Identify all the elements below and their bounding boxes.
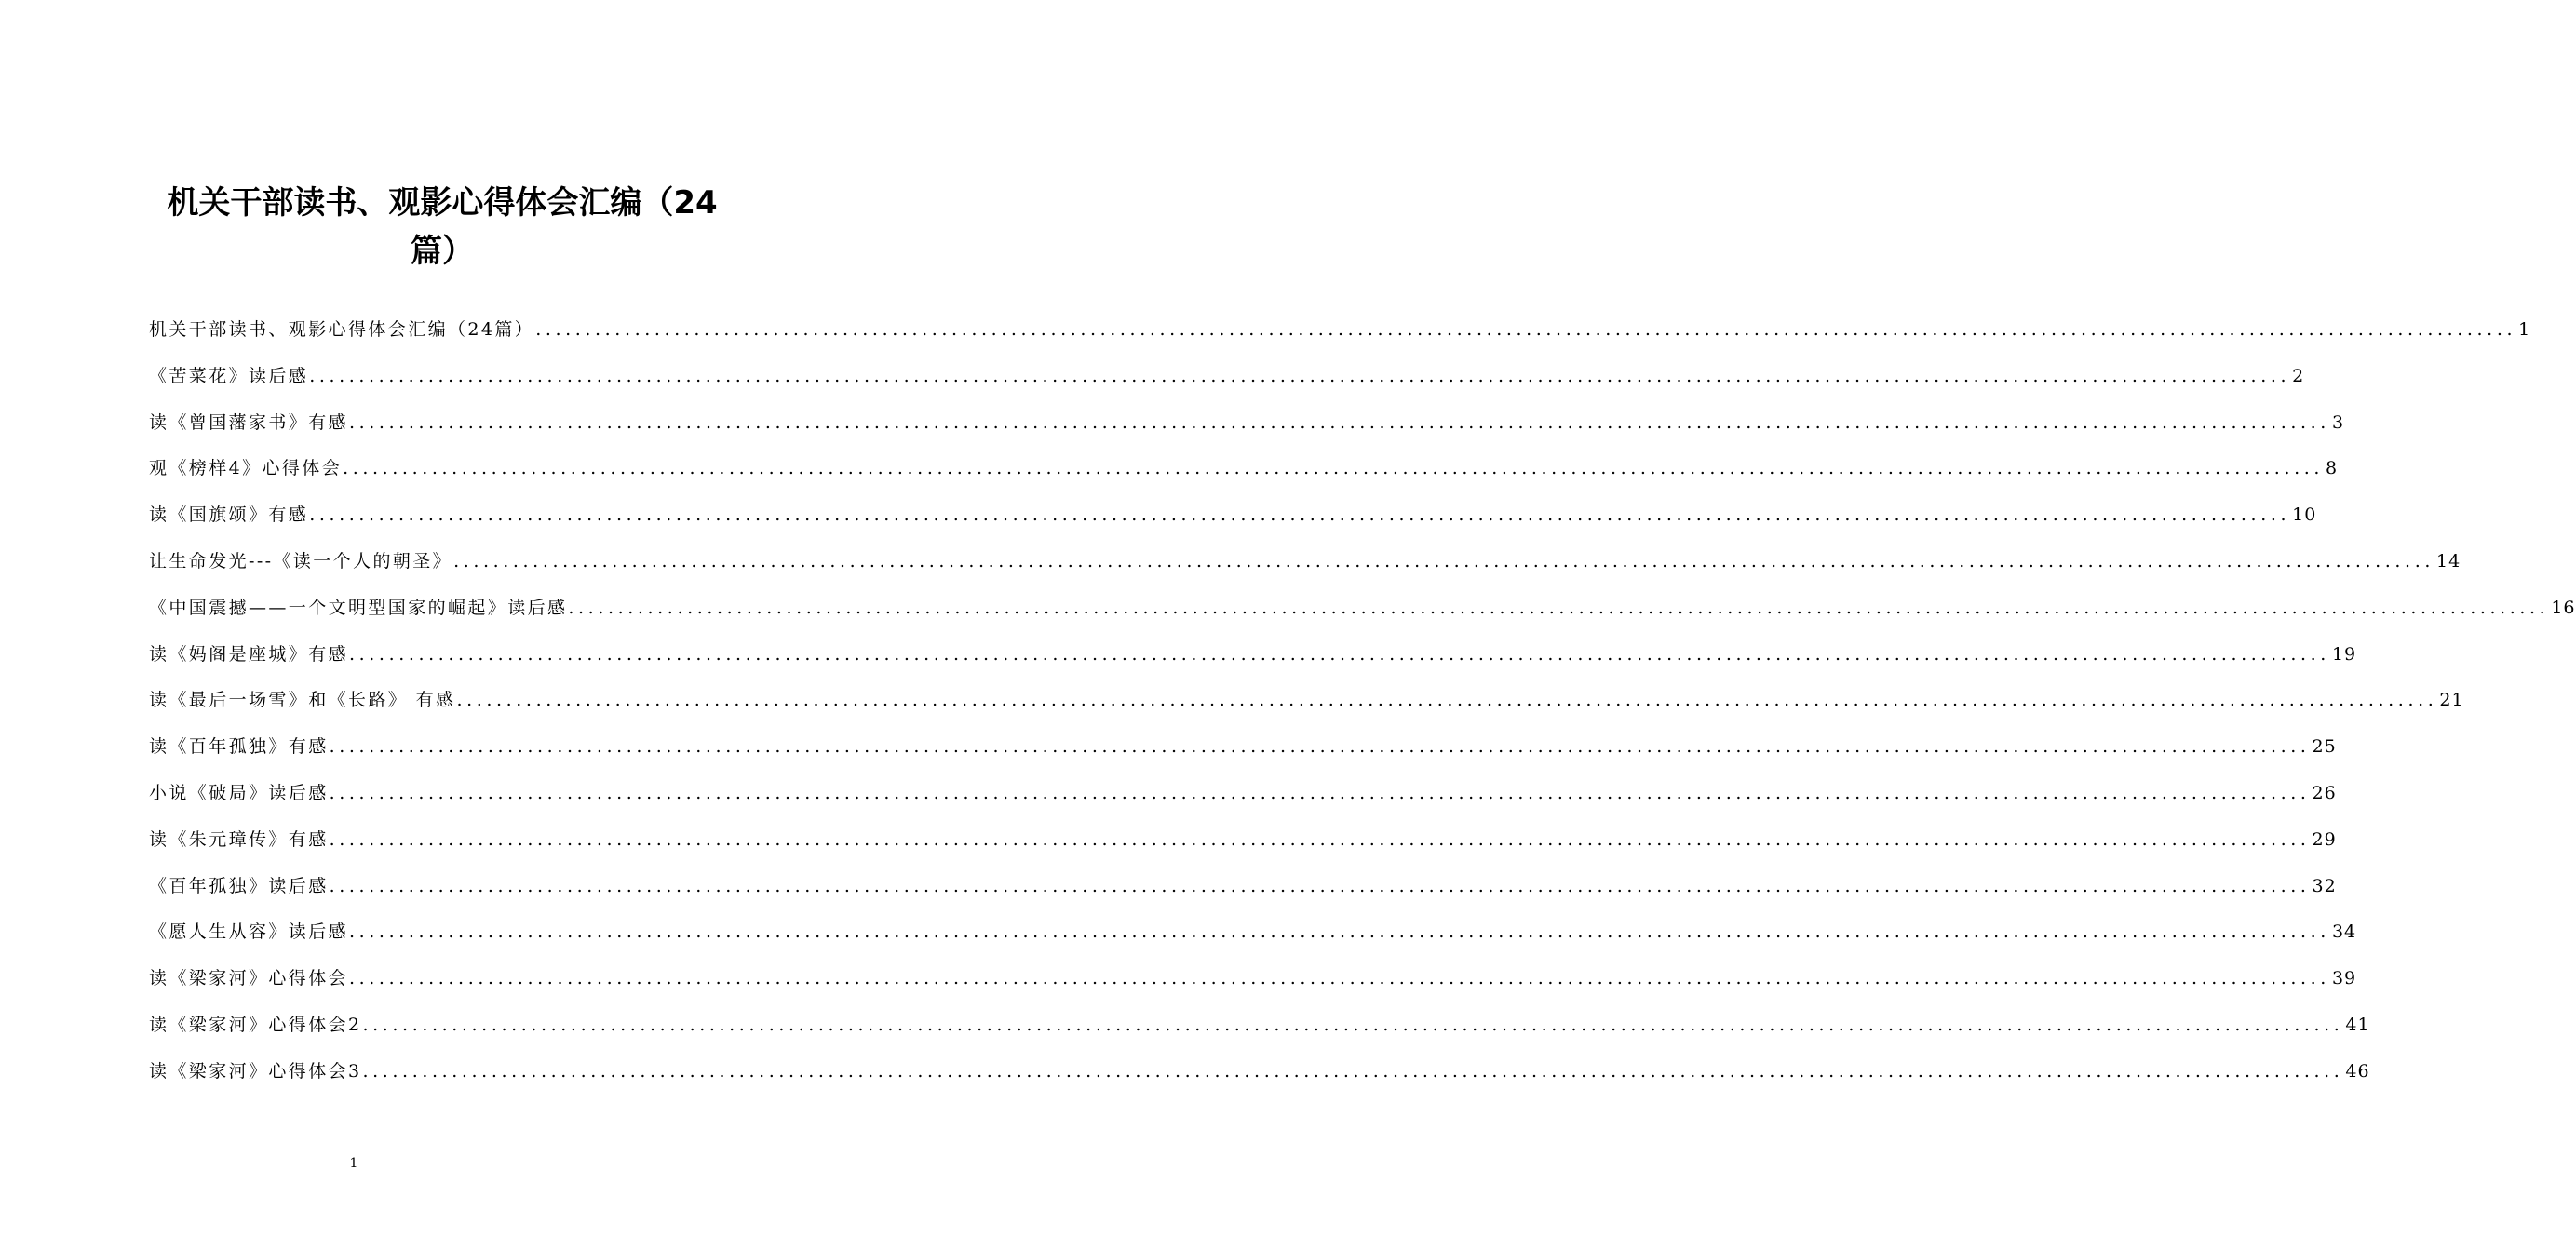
toc-entry[interactable]	[149, 817, 2337, 864]
toc-entry-title: 读《妈阁是座城》有感	[149, 643, 349, 665]
toc-entry-title: 读《曾国藩家书》有感	[149, 411, 349, 433]
toc-entry[interactable]	[149, 724, 2337, 771]
toc-entry[interactable]	[149, 307, 2531, 354]
document-title-line-2: 篇）	[411, 233, 474, 270]
toc-entry-page: 3	[2331, 411, 2345, 433]
toc-entry-page: 46	[2345, 1060, 2370, 1082]
toc-entry-page: 34	[2331, 921, 2357, 943]
toc-leader-dots: ........................................................................................................................................................................................................	[343, 458, 2325, 479]
toc-entry-title: 读《梁家河》心得体会2	[149, 1014, 362, 1035]
toc-leader-dots: ........................................................................................................................................................................................................	[329, 828, 2311, 850]
toc-entry-title: 读《梁家河》心得体会3	[149, 1060, 362, 1082]
toc-entry[interactable]	[149, 771, 2337, 817]
toc-leader-dots: ........................................................................................................................................................................................................	[349, 968, 2330, 989]
page-number: 1	[349, 1156, 358, 1171]
toc-entry-page: 26	[2312, 782, 2337, 803]
toc-entry-title: 《中国震撼——一个文明型国家的崛起》读后感	[149, 597, 568, 618]
toc-entry-page: 41	[2345, 1014, 2370, 1035]
toc-entry[interactable]	[149, 632, 2357, 679]
toc-entry-title: 《愿人生从容》读后感	[149, 921, 349, 943]
toc-entry-title: 观《榜样4》心得体会	[149, 458, 343, 479]
toc-entry-page: 10	[2292, 504, 2317, 526]
toc-leader-dots: ........................................................................................................................................................................................................	[362, 1060, 2344, 1082]
toc-leader-dots: ........................................................................................................................................................................................................	[456, 690, 2438, 711]
toc-leader-dots: ........................................................................................................................................................................................................	[535, 319, 2517, 340]
toc-leader-dots: ........................................................................................................................................................................................................	[349, 921, 2330, 943]
document-title-line-1: 机关干部读书、观影心得体会汇编（24	[167, 184, 718, 222]
toc-entry-title: 《百年孤独》读后感	[149, 875, 329, 896]
toc-entry[interactable]	[149, 446, 2339, 492]
toc-entry-page: 21	[2439, 690, 2464, 711]
toc-entry-page: 19	[2331, 643, 2357, 665]
toc-entry[interactable]	[149, 678, 2464, 724]
toc-entry-page: 29	[2312, 828, 2337, 850]
toc-leader-dots: ........................................................................................................................................................................................................	[329, 875, 2311, 896]
toc-leader-dots: ........................................................................................................................................................................................................	[349, 411, 2330, 433]
toc-leader-dots: ........................................................................................................................................................................................................	[329, 736, 2311, 758]
toc-entry[interactable]	[149, 492, 2317, 539]
toc-entry-page: 39	[2331, 968, 2357, 989]
toc-entry[interactable]	[149, 1002, 2370, 1049]
toc-entry[interactable]	[149, 585, 2576, 632]
table-of-contents	[149, 307, 2576, 1096]
toc-entry-title: 让生命发光---《读一个人的朝圣》	[149, 550, 453, 572]
toc-entry[interactable]	[149, 400, 2345, 447]
toc-entry-page: 14	[2435, 550, 2461, 572]
toc-entry[interactable]	[149, 864, 2337, 910]
toc-entry-title: 读《朱元璋传》有感	[149, 828, 329, 850]
toc-entry-page: 2	[2292, 365, 2305, 386]
toc-entry-title: 小说《破局》读后感	[149, 782, 329, 803]
toc-entry[interactable]	[149, 1049, 2370, 1096]
toc-entry-page: 25	[2312, 736, 2337, 758]
toc-entry[interactable]	[149, 909, 2357, 956]
document-title	[140, 179, 745, 276]
toc-leader-dots: ........................................................................................................................................................................................................	[309, 504, 2291, 526]
toc-entry-page: 16	[2551, 597, 2576, 618]
toc-entry-title: 《苦菜花》读后感	[149, 365, 309, 386]
toc-leader-dots: ........................................................................................................................................................................................................	[309, 365, 2291, 386]
toc-entry-page: 1	[2518, 319, 2531, 340]
toc-entry-title: 读《百年孤独》有感	[149, 736, 329, 758]
toc-entry-title: 读《梁家河》心得体会	[149, 968, 349, 989]
toc-leader-dots: ........................................................................................................................................................................................................	[453, 550, 2434, 572]
toc-entry-title: 读《国旗颂》有感	[149, 504, 309, 526]
toc-leader-dots: ........................................................................................................................................................................................................	[362, 1014, 2344, 1035]
toc-entry[interactable]	[149, 539, 2461, 585]
toc-entry-title: 机关干部读书、观影心得体会汇编（24篇）	[149, 319, 535, 340]
toc-entry-title: 读《最后一场雪》和《长路》 有感	[149, 690, 456, 711]
toc-leader-dots: ........................................................................................................................................................................................................	[568, 597, 2550, 618]
toc-leader-dots: ........................................................................................................................................................................................................	[349, 643, 2330, 665]
toc-entry-page: 8	[2326, 458, 2339, 479]
toc-leader-dots: ........................................................................................................................................................................................................	[329, 782, 2311, 803]
toc-entry-page: 32	[2312, 875, 2337, 896]
toc-entry[interactable]	[149, 354, 2305, 400]
toc-entry[interactable]	[149, 956, 2357, 1002]
